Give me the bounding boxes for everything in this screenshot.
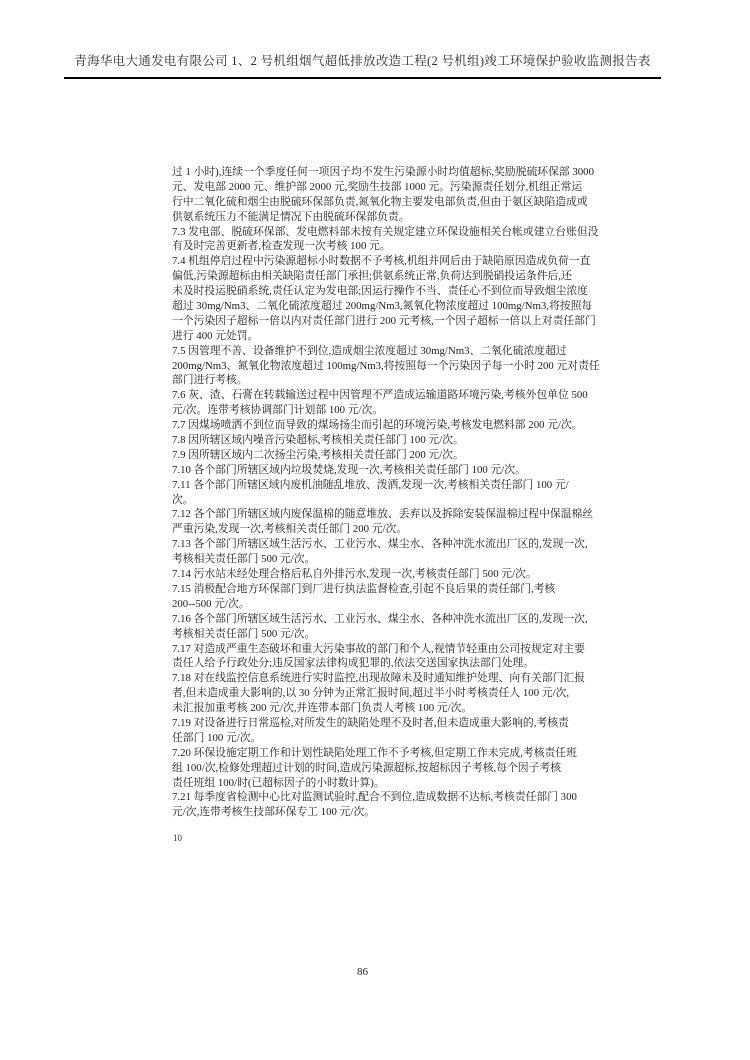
body-text-line: 偏低,污染源超标由相关缺陷责任部门承担;供氨系统正常,负荷达到脱硝投运条件后,还 bbox=[172, 270, 572, 283]
body-text-line: 一个污染因子超标一倍以内对责任部门进行 200 元考核,一个因子超标一倍以上对责任部门 bbox=[172, 314, 596, 327]
body-text-line: 7.3 发电部、脱硫环保部、发电燃料部未按有关规定建立环保设施相关台帐或建立台账但没 bbox=[172, 225, 599, 238]
body-text-line: 进行 400 元处罚。 bbox=[172, 329, 259, 342]
body-text-line: 过 1 小时),连续一个季度任何一项因子均不发生污染源小时均值超标,奖励脱硫环保部 3000 bbox=[172, 166, 594, 178]
body-text-line: 7.4 机组停启过程中污染源超标小时数据不予考核,机组并网后由于缺陷原因造成负荷一直 bbox=[172, 255, 591, 268]
body-text-line: 未汇报加重考核 200 元/次,并连带本部门负责人考核 100 元/次。 bbox=[172, 702, 473, 715]
body-text-line: 7.13 各个部门所辖区域生活污水、工业污水、煤尘水、各种冲洗水流出厂区的,发现一次, bbox=[172, 538, 588, 551]
body-text-line: 责任人给予行政处分;违反国家法律构成犯罪的,依法交送国家执法部门处理。 bbox=[172, 657, 534, 670]
footnote-page-label: 10 bbox=[173, 833, 182, 843]
body-text-line: 未及时投运脱硝系统,责任认定为发电部;因运行操作不当、责任心不到位而导致烟尘浓度 bbox=[172, 285, 588, 298]
body-text-line: 7.17 对造成严重生态破坏和重大污染事故的部门和个人,视情节轻重由公司按规定对主要 bbox=[172, 642, 585, 655]
body-text-line: 7.10 各个部门所辖区域内垃圾焚烧,发现一次,考核相关责任部门 100 元/次。 bbox=[172, 463, 526, 476]
body-text-line: 7.21 每季度省检测中心比对监测试验时,配合不到位,造成数据不达标,考核责任部门 300 bbox=[172, 791, 577, 804]
body-text-line: 任部门 100 元/次。 bbox=[172, 731, 262, 744]
body-text-line: 元、发电部 2000 元、维护部 2000 元,奖励生技部 1000 元。污染源责任划分,机组正常运 bbox=[172, 180, 583, 193]
body-text-line: 超过 30mg/Nm3、二氧化硫浓度超过 200mg/Nm3,氮氧化物浓度超过 100mg/Nm3,将按照每 bbox=[172, 300, 593, 313]
body-text-line: 组 100/次,检修处理超过计划的时间,造成污染源超标,按超标因子考核,每个因子考核 bbox=[172, 761, 561, 774]
page-number: 86 bbox=[357, 966, 368, 978]
body-text-line: 7.11 各个部门所辖区域内废机油随乱堆放、泼洒,发现一次,考核相关责任部门 100 元/ bbox=[172, 478, 569, 491]
body-text-line: 7.12 各个部门所辖区域内废保温棉的随意堆放、丢弃以及拆除安装保温棉过程中保温棉丝 bbox=[172, 508, 594, 521]
body-text-line: 考核相关责任部门 500 元/次。 bbox=[172, 627, 316, 640]
body-text-line: 有及时完善更新者,检查发现一次考核 100 元。 bbox=[172, 240, 391, 253]
body-text-line: 考核相关责任部门 500 元/次。 bbox=[172, 553, 316, 566]
body-text-line: 元/次。连带考核协调部门计划部 100 元/次。 bbox=[172, 404, 384, 417]
body-text-line: 元/次,连带考核生技部环保专工 100 元/次。 bbox=[172, 806, 376, 819]
body-text-line: 7.16 各个部门所辖区域生活污水、工业污水、煤尘水、各种冲洗水流出厂区的,发现一次, bbox=[172, 612, 588, 625]
body-text-line: 7.14 污水站未经处理合格后私自外排污水,发现一次,考核责任部门 500 元/次。 bbox=[172, 568, 537, 581]
body-text-line: 7.15 消极配合地方环保部门到厂进行执法监督检查,引起不良后果的责任部门,考核 bbox=[172, 582, 556, 595]
body-text-line: 7.5 因管理不善、设备维护不到位,造成烟尘浓度超过 30mg/Nm3、二氧化硫浓度超过 bbox=[172, 344, 567, 357]
body-text-line: 7.19 对设备进行日常巡检,对所发生的缺陷处理不及时者,但未造成重大影响的,考核责 bbox=[172, 716, 569, 729]
body-text-line: 供氨系统压力不能满足情况下由脱硫环保部负责。 bbox=[172, 210, 410, 223]
body-text-line: 7.8 因所辖区域内噪音污染超标,考核相关责任部门 100 元/次。 bbox=[172, 434, 464, 447]
body-text-line: 严重污染,发现一次,考核相关责任部门 200 元/次。 bbox=[172, 523, 408, 536]
body-text-line: 7.20 环保设施定期工作和计划性缺陷处理工作不予考核,但定期工作未完成,考核责任班 bbox=[172, 746, 577, 759]
body-text-line: 7.9 因所辖区域内二次扬尘污染,考核相关责任部门 200 元/次。 bbox=[172, 448, 464, 461]
body-text-line: 7.7 因煤场喷洒不到位而导致的煤场扬尘而引起的环境污染,考核发电燃料部 200 元/次。 bbox=[172, 419, 583, 432]
body-text-line: 行中二氧化硫和烟尘由脱硫环保部负责,氮氧化物主要发电部负责,但由于氨区缺陷造成或 bbox=[172, 195, 588, 208]
body-text-line: 200mg/Nm3、氮氧化物浓度超过 100mg/Nm3,将按照每一个污染因子每一小时 200 元对责任 bbox=[172, 359, 600, 372]
body-text-line: 者,但未造成重大影响的,以 30 分钟为正常汇报时间,超过半小时考核责任人 100 元/次, bbox=[172, 687, 570, 700]
header-rule bbox=[64, 77, 661, 79]
body-text bbox=[172, 165, 606, 820]
body-text-line: 200--500 元/次。 bbox=[172, 597, 250, 610]
body-text-line: 7.18 对在线监控信息系统进行实时监控,出现故障未及时通知维护处理、向有关部门汇报 bbox=[172, 672, 585, 685]
body-text-line: 次。 bbox=[172, 493, 194, 506]
header-title: 青海华电大通发电有限公司 1、2 号机组烟气超低排放改造工程(2 号机组)竣工环境保护验收监测报告表 bbox=[74, 54, 651, 68]
body-text-line: 责任班组 100/时(已超标因子的小时数计算)。 bbox=[172, 776, 385, 789]
body-text-line: 部门进行考核。 bbox=[172, 374, 248, 387]
body-text-line: 7.6 灰、渣、石膏在转载输送过程中因管理不严造成运输道路环境污染,考核外包单位 500 bbox=[172, 389, 588, 402]
